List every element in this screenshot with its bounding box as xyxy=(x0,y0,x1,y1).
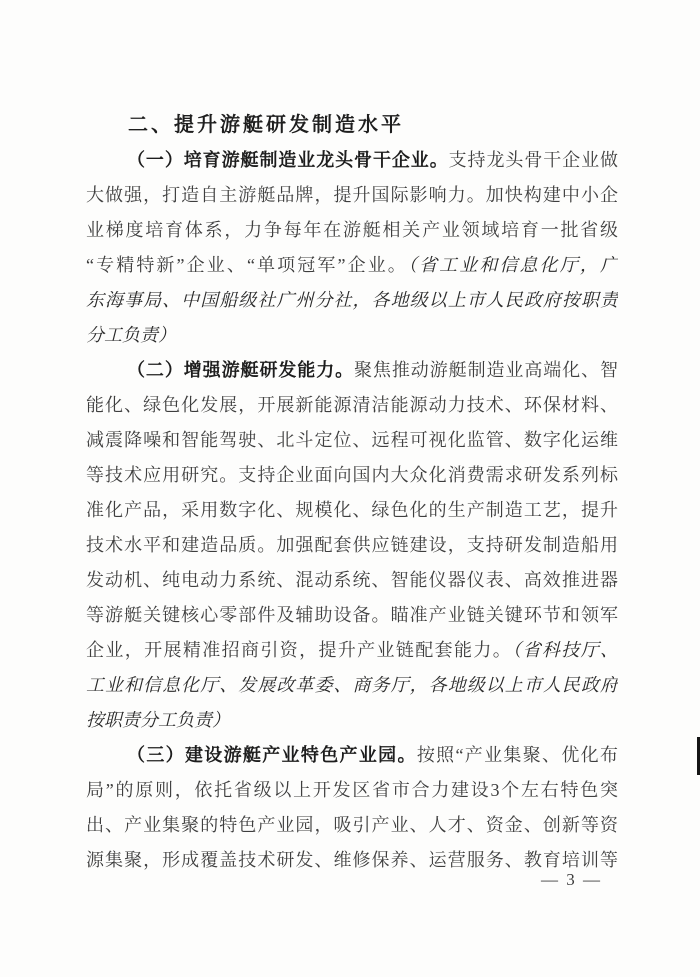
page-number: — 3 — xyxy=(541,870,602,889)
para-1 xyxy=(86,143,618,353)
text-segment-body: 减震降噪和智能驾驶、北斗定位、远程可视化监管、数字化运维 xyxy=(86,430,618,450)
text-segment-body: 能化、绿色化发展，开展新能源清洁能源动力技术、环保材料、 xyxy=(86,395,618,415)
section-heading: 二、提升游艇研发制造水平 xyxy=(128,114,404,136)
text-segment-body: 企业，开展精准招商引资，提升产业链配套能力。 xyxy=(86,640,513,660)
text-line xyxy=(86,808,618,843)
text-segment-body: 大做强，打造自主游艇品牌，提升国际影响力。加快构建中小企 xyxy=(86,185,618,205)
text-segment-body: 局”的原则，依托省级以上开发区省市合力建设3个左右特色突 xyxy=(86,780,618,800)
text-segment-body: 业梯度培育体系，力争每年在游艇相关产业领域培育一批省级 xyxy=(86,220,618,240)
text-segment-body: “专精特新”企业、“单项冠军”企业。 xyxy=(86,255,408,275)
text-segment-body: 源集聚，形成覆盖技术研发、维修保养、运营服务、教育培训等 xyxy=(86,850,618,870)
text-line xyxy=(86,773,618,808)
text-segment-body: 等游艇关键核心零部件及辅助设备。瞄准产业链关键环节和领军 xyxy=(86,605,618,625)
para-2 xyxy=(86,353,618,738)
text-segment-body: 聚焦推动游艇制造业高端化、智 xyxy=(354,360,618,380)
text-segment-body: 按照“产业集聚、优化布 xyxy=(416,745,618,765)
text-line xyxy=(86,283,618,318)
text-line xyxy=(86,738,618,773)
text-line xyxy=(86,703,618,738)
text-line xyxy=(86,633,618,668)
text-segment-lead: （一）培育游艇制造业龙头骨干企业。 xyxy=(127,150,449,170)
text-segment-dept: 按职责分工负责） xyxy=(86,710,230,730)
text-line xyxy=(86,423,618,458)
text-segment-dept: （省工业和信息化厅，广 xyxy=(407,255,618,275)
text-line xyxy=(86,528,618,563)
text-line xyxy=(86,248,618,283)
text-line xyxy=(86,458,618,493)
text-line xyxy=(86,213,618,248)
text-segment-body: 等技术应用研究。支持企业面向国内大众化消费需求研发系列标 xyxy=(86,465,618,485)
text-line xyxy=(86,353,618,388)
text-line xyxy=(86,563,618,598)
text-segment-dept: （省科技厅、 xyxy=(512,640,618,660)
text-segment-body: 发动机、纯电动力系统、混动系统、智能仪器仪表、高效推进器 xyxy=(86,570,618,590)
text-line xyxy=(86,143,618,178)
text-segment-body: 支持龙头骨干企业做 xyxy=(448,150,618,170)
text-line xyxy=(86,318,618,353)
text-segment-dept: 分工负责） xyxy=(86,325,176,345)
text-segment-dept: 工业和信息化厅、发展改革委、商务厅，各地级以上市人民政府 xyxy=(86,675,618,695)
para-3 xyxy=(86,738,618,878)
text-line xyxy=(86,493,618,528)
text-segment-body: 技术水平和建造品质。加强配套供应链建设，支持研发制造船用 xyxy=(86,535,618,555)
text-segment-dept: 东海事局、中国船级社广州分社，各地级以上市人民政府按职责 xyxy=(86,290,618,310)
text-segment-body: 准化产品，采用数字化、规模化、绿色化的生产制造工艺，提升 xyxy=(86,500,618,520)
text-line xyxy=(86,843,618,878)
text-line xyxy=(86,668,618,703)
text-line xyxy=(86,388,618,423)
text-line xyxy=(86,598,618,633)
document-body xyxy=(86,143,618,878)
text-segment-lead: （三）建设游艇产业特色产业园。 xyxy=(127,745,417,765)
text-line xyxy=(86,178,618,213)
text-segment-body: 出、产业集聚的特色产业园，吸引产业、人才、资金、创新等资 xyxy=(86,815,618,835)
text-segment-lead: （二）增强游艇研发能力。 xyxy=(127,360,355,380)
